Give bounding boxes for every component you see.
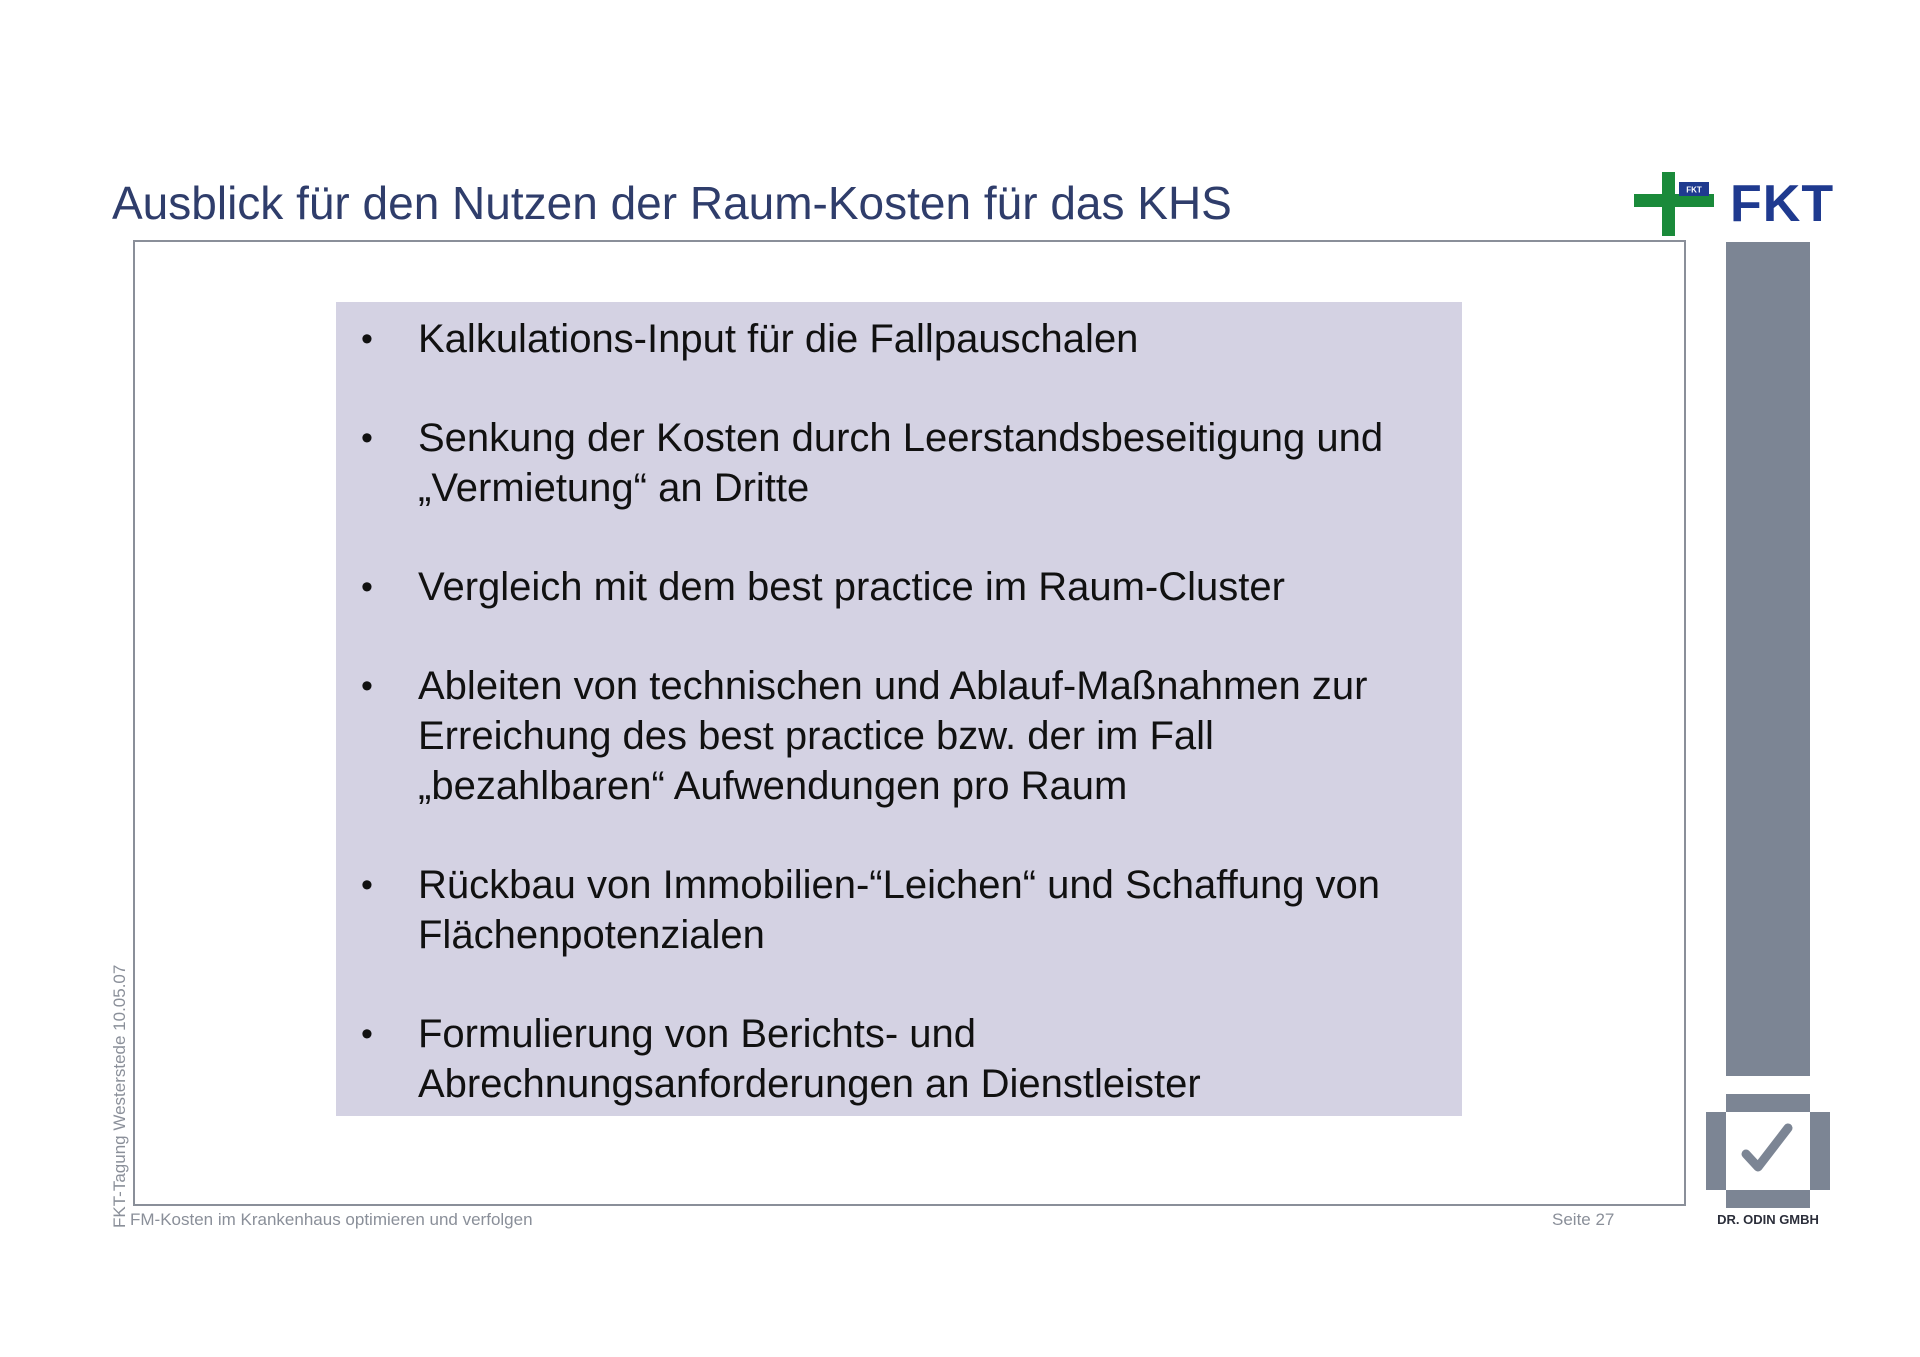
fkt-logo-text: FKT — [1730, 175, 1835, 233]
slide-title: Ausblick für den Nutzen der Raum-Kosten für das KHS — [112, 177, 1232, 229]
side-decoration-bar — [1726, 242, 1810, 1076]
bullet-item — [336, 413, 1462, 513]
fkt-cross-icon — [1634, 170, 1714, 238]
bullet-text: Senkung der Kosten durch Leerstandsbeseitigung und „Vermietung“ an Dritte — [418, 416, 1384, 510]
bullet-dot: • — [361, 419, 373, 457]
bullet-item — [336, 1009, 1462, 1109]
bullet-dot: • — [361, 667, 373, 705]
bullet-text: Vergleich mit dem best practice im Raum-Cluster — [418, 565, 1285, 609]
bullet-dot: • — [361, 568, 373, 606]
bullet-text: Rückbau von Immobilien-“Leichen“ und Schaffung von Flächenpotenzialen — [418, 863, 1381, 957]
company-name: DR. ODIN GMBH — [1717, 1212, 1819, 1227]
fkt-logo — [1634, 170, 1834, 238]
bullet-text: Ableiten von technischen und Ablauf-Maßnahmen zur Erreichung des best practice bzw. der im Fall „bezahlbaren“ Aufwendungen pro Raum — [418, 664, 1368, 808]
bullet-box — [336, 302, 1462, 1116]
bullet-text: Kalkulations-Input für die Fallpauschalen — [418, 317, 1139, 361]
bullet-dot: • — [361, 320, 373, 358]
fkt-emblem-text: FKT — [1686, 185, 1702, 195]
bullet-dot: • — [361, 866, 373, 904]
bullet-item — [336, 860, 1462, 960]
bullet-item — [336, 314, 1462, 364]
bullet-item — [336, 661, 1462, 811]
bullet-item — [336, 562, 1462, 612]
page-number: Seite 27 — [1552, 1210, 1615, 1229]
bullet-dot: • — [361, 1015, 373, 1053]
bullet-list — [336, 314, 1462, 1158]
checkmark-icon — [1706, 1094, 1830, 1208]
footer-subject: FM-Kosten im Krankenhaus optimieren und verfolgen — [130, 1210, 533, 1229]
vertical-footer-text: FKT-Tagung Westerstede 10.05.07 — [110, 964, 129, 1228]
bullet-text: Formulierung von Berichts- und Abrechnungsanforderungen an Dienstleister — [418, 1012, 1201, 1106]
